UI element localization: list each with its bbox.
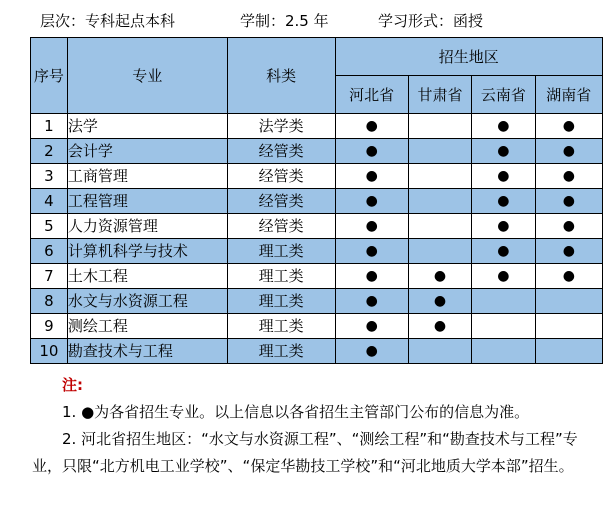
table-row <box>31 114 603 139</box>
cell-category: 理工类 <box>227 339 335 364</box>
cell-category: 理工类 <box>227 289 335 314</box>
cell-hebei: ● <box>335 114 408 139</box>
table-row <box>31 139 603 164</box>
cell-major: 计算机科学与技术 <box>67 239 227 264</box>
cell-hunan: ● <box>535 264 602 289</box>
program-level: 层次：专科起点本科 <box>40 12 176 30</box>
cell-no: 10 <box>31 339 68 364</box>
cell-gansu <box>408 139 471 164</box>
header-major: 专业 <box>67 38 227 114</box>
cell-hunan: ● <box>535 214 602 239</box>
cell-hunan: ● <box>535 164 602 189</box>
cell-gansu <box>408 164 471 189</box>
cell-category: 经管类 <box>227 139 335 164</box>
cell-gansu <box>408 239 471 264</box>
cell-category: 经管类 <box>227 189 335 214</box>
cell-no: 4 <box>31 189 68 214</box>
table-row <box>31 314 603 339</box>
cell-yunnan: ● <box>472 214 535 239</box>
program-info-line <box>40 9 600 33</box>
cell-major: 会计学 <box>67 139 227 164</box>
cell-no: 2 <box>31 139 68 164</box>
cell-yunnan <box>472 289 535 314</box>
cell-hunan <box>535 289 602 314</box>
cell-no: 3 <box>31 164 68 189</box>
cell-hebei: ● <box>335 339 408 364</box>
cell-yunnan: ● <box>472 164 535 189</box>
cell-gansu: ● <box>408 264 471 289</box>
cell-no: 1 <box>31 114 68 139</box>
notes-title: 注: <box>62 376 83 394</box>
table-row <box>31 189 603 214</box>
cell-major: 工程管理 <box>67 189 227 214</box>
cell-no: 8 <box>31 289 68 314</box>
cell-hebei: ● <box>335 189 408 214</box>
cell-hunan <box>535 339 602 364</box>
note-item-2: 2. 河北省招生地区：“水文与水资源工程”、“测绘工程”和“勘查技术与工程”专业，只限“北方机电工业学校”、“保定华勘技工学校”和“河北地质大学本部”招生。 <box>32 430 578 475</box>
program-study-mode: 学习形式：函授 <box>378 12 484 30</box>
cell-no: 9 <box>31 314 68 339</box>
cell-yunnan: ● <box>472 114 535 139</box>
cell-major: 工商管理 <box>67 164 227 189</box>
cell-hunan: ● <box>535 189 602 214</box>
cell-category: 理工类 <box>227 314 335 339</box>
note-item-1: 1. ●为各省招生专业。以上信息以各省招生主管部门公布的信息为准。 <box>62 403 530 421</box>
cell-category: 经管类 <box>227 164 335 189</box>
header-region-group: 招生地区 <box>335 38 602 76</box>
table-row <box>31 264 603 289</box>
cell-yunnan: ● <box>472 139 535 164</box>
table-row <box>31 214 603 239</box>
cell-yunnan: ● <box>472 189 535 214</box>
cell-hunan: ● <box>535 114 602 139</box>
table-row <box>31 339 603 364</box>
header-region-hunan: 湖南省 <box>535 76 602 114</box>
cell-yunnan: ● <box>472 264 535 289</box>
cell-hunan: ● <box>535 239 602 264</box>
cell-major: 勘查技术与工程 <box>67 339 227 364</box>
cell-category: 法学类 <box>227 114 335 139</box>
cell-gansu <box>408 214 471 239</box>
cell-hebei: ● <box>335 164 408 189</box>
cell-no: 5 <box>31 214 68 239</box>
cell-yunnan <box>472 314 535 339</box>
table-row <box>31 164 603 189</box>
majors-table <box>30 37 603 364</box>
header-no: 序号 <box>31 38 68 114</box>
cell-hunan <box>535 314 602 339</box>
cell-hunan: ● <box>535 139 602 164</box>
header-category: 科类 <box>227 38 335 114</box>
cell-no: 6 <box>31 239 68 264</box>
cell-hebei: ● <box>335 214 408 239</box>
cell-hebei: ● <box>335 289 408 314</box>
notes-section <box>32 372 592 480</box>
cell-gansu <box>408 339 471 364</box>
cell-gansu: ● <box>408 314 471 339</box>
header-region-hebei: 河北省 <box>335 76 408 114</box>
header-region-gansu: 甘肃省 <box>408 76 471 114</box>
cell-yunnan: ● <box>472 239 535 264</box>
cell-gansu <box>408 189 471 214</box>
cell-hebei: ● <box>335 264 408 289</box>
cell-category: 理工类 <box>227 264 335 289</box>
cell-gansu <box>408 114 471 139</box>
cell-major: 水文与水资源工程 <box>67 289 227 314</box>
cell-major: 土木工程 <box>67 264 227 289</box>
program-duration: 学制：2.5 年 <box>240 12 329 30</box>
cell-major: 测绘工程 <box>67 314 227 339</box>
cell-category: 经管类 <box>227 214 335 239</box>
cell-major: 法学 <box>67 114 227 139</box>
cell-major: 人力资源管理 <box>67 214 227 239</box>
cell-hebei: ● <box>335 239 408 264</box>
cell-gansu: ● <box>408 289 471 314</box>
cell-no: 7 <box>31 264 68 289</box>
header-region-yunnan: 云南省 <box>472 76 535 114</box>
table-row <box>31 289 603 314</box>
table-row <box>31 239 603 264</box>
cell-hebei: ● <box>335 314 408 339</box>
cell-category: 理工类 <box>227 239 335 264</box>
cell-yunnan <box>472 339 535 364</box>
cell-hebei: ● <box>335 139 408 164</box>
